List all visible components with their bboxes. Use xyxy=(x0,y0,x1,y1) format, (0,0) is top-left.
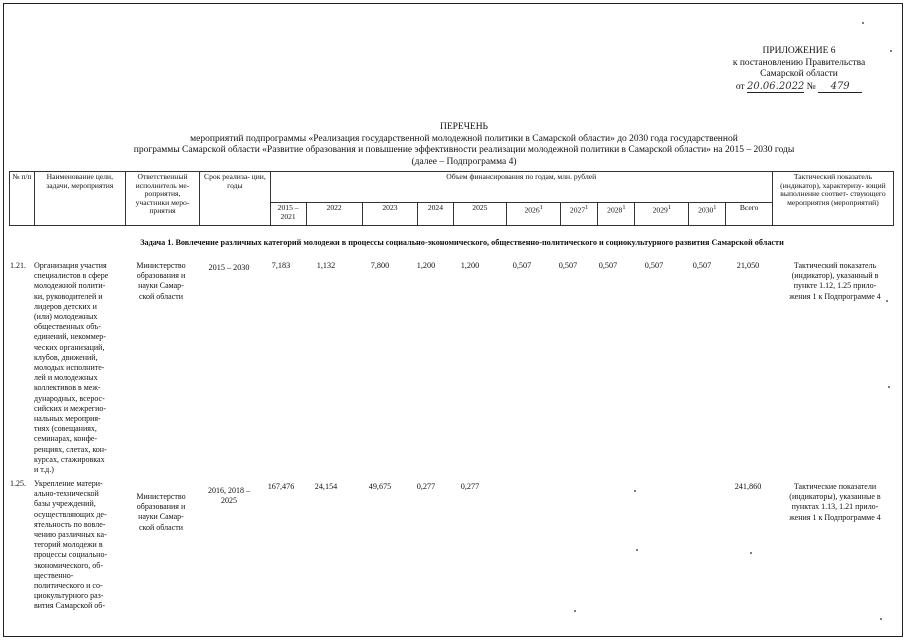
value-cell: 0,507 xyxy=(692,261,712,270)
scan-speck xyxy=(890,50,892,52)
year-header: 2025 xyxy=(453,203,507,226)
value-cell: 1,200 xyxy=(460,261,480,270)
appendix-title: ПРИЛОЖЕНИЕ 6 xyxy=(762,46,836,56)
col-header-number: № п/п xyxy=(10,172,35,226)
value-cell: 7,800 xyxy=(370,261,390,270)
date-prefix: от xyxy=(735,81,745,92)
row-responsible: Министерство образования и науки Самар- ской области xyxy=(136,261,186,301)
heading-line3: (далее – Подпрограмма 4) xyxy=(411,156,517,167)
row-responsible: Министерство образования и науки Самар- ской области xyxy=(136,492,186,532)
heading-title: ПЕРЕЧЕНЬ xyxy=(439,122,489,132)
year-header: 2022 xyxy=(306,203,362,226)
row-number: 1.25. xyxy=(10,479,26,488)
year-header: 2028$^1$ xyxy=(598,203,635,226)
value-cell: 167,476 xyxy=(267,482,295,491)
value-cell-total: 21,050 xyxy=(736,261,760,270)
year-header: 2023 xyxy=(362,203,418,226)
appendix-date-line xyxy=(709,81,889,94)
document-page xyxy=(3,3,903,637)
value-cell-total: 241,860 xyxy=(734,482,762,491)
row-number: 1.21. xyxy=(10,261,26,270)
scan-speck xyxy=(886,300,888,302)
row-term: 2015 – 2030 xyxy=(208,263,250,272)
value-cell: 0,277 xyxy=(416,482,436,491)
year-header-total: Всего xyxy=(726,203,773,226)
value-cell: 24,154 xyxy=(314,482,338,491)
scan-speck xyxy=(636,549,638,551)
value-cell: 0,507 xyxy=(598,261,618,270)
year-header: 2029$^1$ xyxy=(635,203,689,226)
measures-table-header xyxy=(9,171,894,226)
row-name: Организация участия специалистов в сфере молодежной полити- ки, руководителей и лидеров детских и (или) молодежных общественных объ- единений, некоммер- ческих организаций, клубов, движений, молодых исполните- лей и молодежных коллективов в меж- дународных, всерос- сийских и межрегио- нальных мероприя- тиях (совещаниях, семинарах, конфе- ренциях, слетах, кон- курсах, стажировках и т.д.) xyxy=(34,261,109,475)
year-header: 2026$^1$ xyxy=(507,203,561,226)
task-heading: Задача 1. Вовлечение различных категорий молодежи в процессы социально-экономического, общественно-политического и социокультурного развития Самарской области xyxy=(140,238,784,247)
col-header-name: Наименование цели, задачи, мероприятия xyxy=(34,172,125,226)
col-header-funding: Объем финансирования по годам, млн. рублей xyxy=(270,172,772,203)
scan-speck xyxy=(634,490,636,492)
number-prefix: № xyxy=(806,81,816,92)
value-cell: 1,200 xyxy=(416,261,436,270)
scan-speck xyxy=(574,610,576,612)
value-cell: 7,183 xyxy=(271,261,291,270)
document-heading xyxy=(64,122,864,168)
scan-speck xyxy=(862,22,864,24)
col-header-responsible: Ответственный исполнитель ме- роприятия, участники меро- приятия xyxy=(125,172,199,226)
number-value: 479 xyxy=(818,81,862,94)
row-indicator: Тактический показатель (индикатор), указанный в пункте 1.12, 1.25 прило- жения 1 к Подпрограмме 4 xyxy=(789,261,881,301)
value-cell: 1,132 xyxy=(316,261,336,270)
appendix-block xyxy=(709,46,889,93)
year-header: 2030$^1$ xyxy=(689,203,726,226)
value-cell: 0,277 xyxy=(460,482,480,491)
scan-speck xyxy=(880,618,882,620)
appendix-line1: к постановлению Правительства xyxy=(732,57,866,68)
heading-line2: программы Самарской области «Развитие образования и повышение эффективности реализации молодежной политики в Самарской области» на 2015 – 2030 годы xyxy=(133,145,795,155)
value-cell: 49,675 xyxy=(368,482,392,491)
date-value: 20.06.2022 xyxy=(747,80,805,92)
appendix-line2: Самарской области xyxy=(760,69,838,79)
scan-speck xyxy=(888,386,890,388)
heading-line1: мероприятий подпрограммы «Реализация государственной молодежной политики в Самарской области» до 2030 года государственной xyxy=(190,133,738,144)
year-header: 2015 – 2021 xyxy=(270,203,306,226)
col-header-term: Срок реализа- ции, годы xyxy=(200,172,270,226)
row-indicator: Тактические показатели (индикаторы), указанные в пунктах 1.13, 1.21 прило- жения 1 к Подпрограмме 4 xyxy=(789,482,881,522)
value-cell: 0,507 xyxy=(558,261,578,270)
col-header-indicator: Тактический показатель (индикатор), характеризу- ющий выполнение соответ- ствующего мероприятия (мероприятий) xyxy=(772,172,893,226)
scan-speck xyxy=(750,552,752,554)
value-cell: 0,507 xyxy=(512,261,532,270)
row-name: Укрепление матери- ально-технической базы учреждений, осуществляющих де- ятельность по вовле- чению различных ка- тегорий молодежи в процессы социально- экономического, об- щественно- политического и со- циокультурного раз- вития Самарской об- xyxy=(34,479,108,611)
value-cell: 0,507 xyxy=(644,261,664,270)
row-term: 2016, 2018 – 2025 xyxy=(208,486,250,506)
year-header: 2027$^1$ xyxy=(561,203,598,226)
year-header: 2024 xyxy=(418,203,453,226)
